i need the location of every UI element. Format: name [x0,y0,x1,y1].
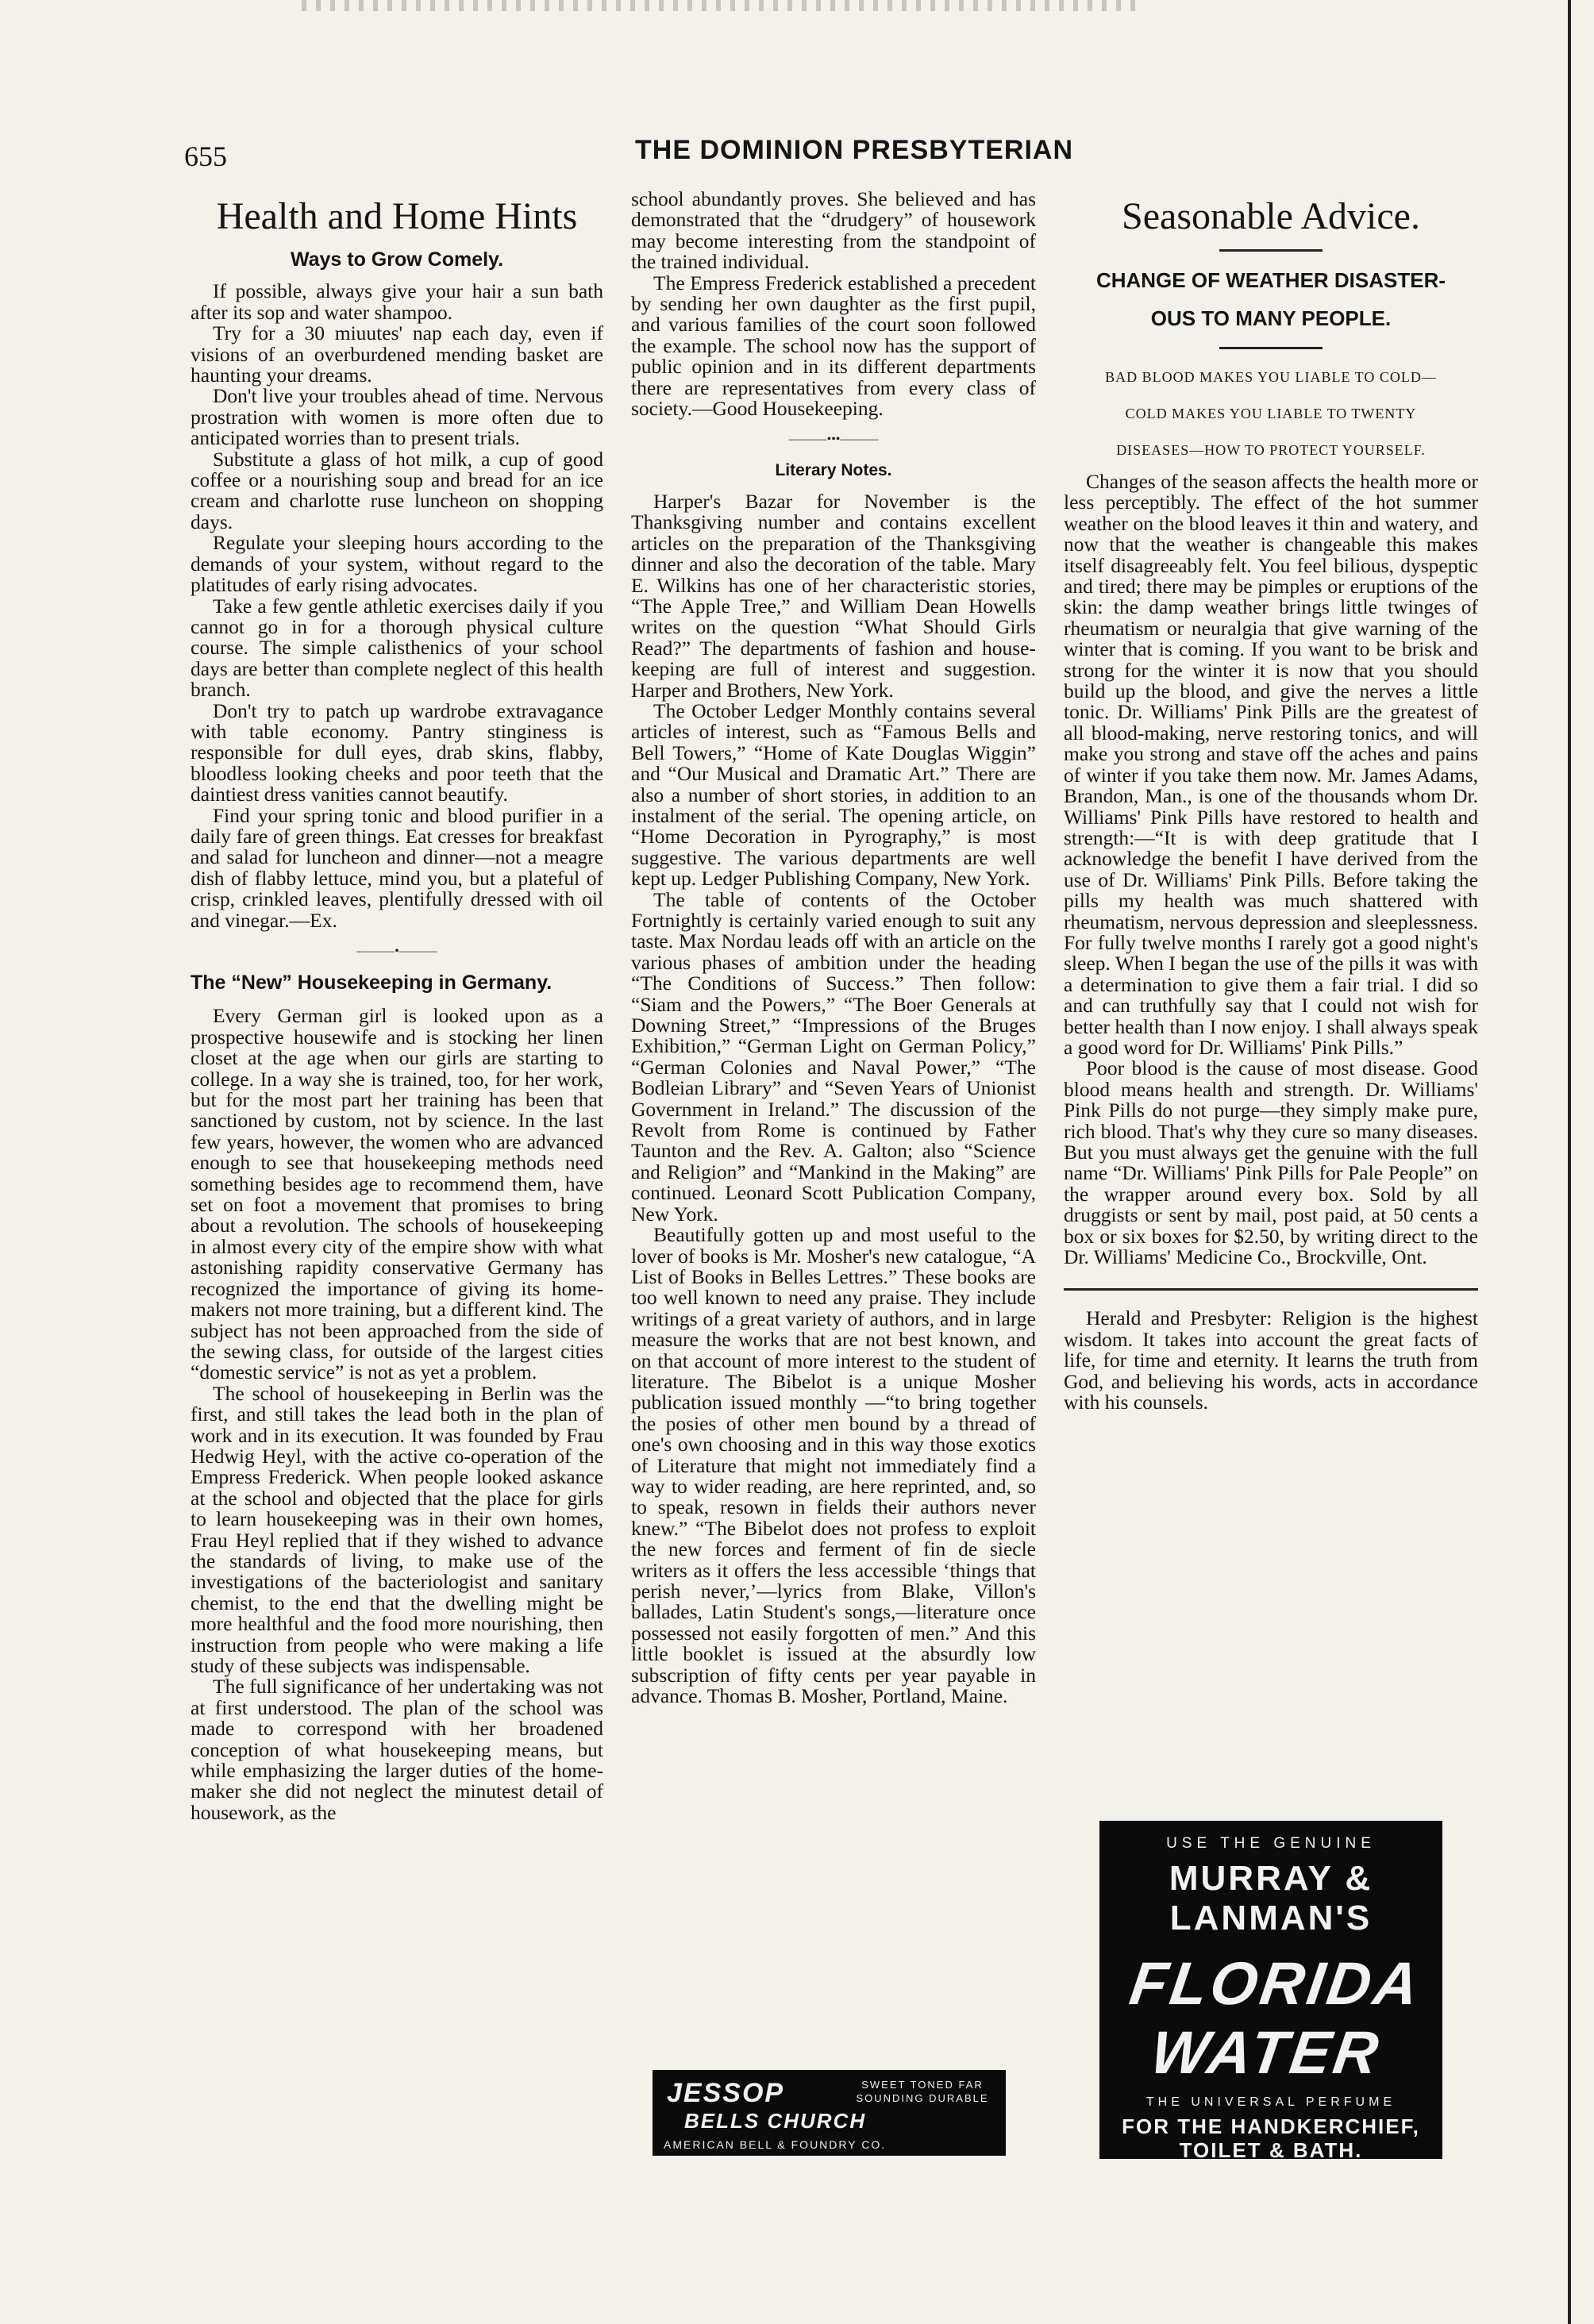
paragraph: Poor blood is the cause of most disease. Good blood means health and strength. Dr. Williams' Pink Pills do not purge—they simply make pure, rich blood. That's why they cure so many diseases. But you must always get the genuine with the full name “Dr. Williams' Pink Pills for Pale People” on the wrapper around every box. Sold by all druggists or sent by mail, post paid, at 50 cents a box or six boxes for $2.50, by writing direct to the Dr. Williams' Medicine Co., Brockville, Ont. [1064,1056,1478,1269]
column-health-home-hints [191,189,603,1823]
divider-rule [1064,1288,1478,1291]
subhead-line: BAD BLOOD MAKES YOU LIABLE TO COLD— [1105,369,1437,385]
ad-brand-line: LANMAN'S [1169,1899,1373,1937]
headline-rule [1219,347,1323,349]
ad-bells-bottom: AMERICAN BELL & FOUNDRY CO. [664,2138,887,2151]
article-title-seasonable-advice: Seasonable Advice. [1122,195,1420,237]
paragraph: The Empress Frederick established a precedent by sending her own daughter as the first pupil, and various families of the court soon followed the example. The school now has the support of public opinion and in its different departments there are representatives from every class of society.—Good Housekeeping. [631,271,1036,421]
paragraph: The October Ledger Monthly contains several articles of interest, such as “Famous Bells and Bell Towers,” “Home of Kate Douglas Wiggin” and “Our Musical and Dramatic Art.” There are also a number of short stories, in addition to an instalment of the serial. The opening article, on “Home Decoration in Pyrography,” is most suggestive. The various departments are well kept up. Ledger Publishing Company, New York. [631,698,1036,891]
advertisement-jessop-bells [653,2070,1006,2156]
paragraph: Don't live your troubles ahead of time. Nervous prostration with women is more often due to anticipated worries than to present trials. [191,384,603,450]
article-title-health-home-hints: Health and Home Hints [216,195,578,237]
title-rule [1219,249,1323,252]
section-divider-ornament: ———•••——— [788,433,879,447]
paragraph: Harper's Bazar for November is the Thanksgiving number and contains excellent articles on the preparation of the Thanksgiving dinner and also the decoration of the table. Mary E. Wilkins has one of her characteristic stories, “The Apple Tree,” and William Dean Howells writes on the question “What Should Girls Read?” The departments of fashion and house-keeping are full of interest and suggestion. Harper and Brothers, New York. [631,489,1036,702]
headline-line: CHANGE OF WEATHER DISASTER- [1095,268,1446,292]
advertisement-florida-water [1099,1821,1442,2182]
ad-bells-side-text: SWEET TONED FAR SOUNDING DURABLE [856,2079,989,2104]
ad-product-name: FLORIDA WATER [1126,1950,1426,2087]
journal-title: THE DOMINION PRESBYTERIAN [635,135,1074,165]
ad-uses [1099,2114,1442,2162]
ad-bells-name: JESSOP [667,2078,785,2108]
paragraph: Beautifully gotten up and most useful to the lover of books is Mr. Mosher's new catalogue, “A List of Books in Belles Lettres.” These books are too well known to need any praise. They include writings of a great variety of authors, and in large measure the works that are not best known, and on that account of more interest to the student of literature. The Bibelot is a unique Mosher publication issued monthly —“to bring together the posies of other men bound by a thread of one's own choosing and in this way those exotics of Literature that might not immediately find a way to wider reading, are here reprinted, and, so to speak, resown in fields their authors never knew.” “The Bibelot does not profess to exploit the new forces and ferment of fin de siecle writers as it offers the less accessible ‘things that perish never,’—lyrics from Blake, Villon's ballades, Latin Student's songs,—literature once possessed not easily forgotten of men.” And this little booklet is issued at the absurdly low subscription of fifty cents per year payable in advance. Thomas B. Mosher, Portland, Maine. [631,1223,1036,1708]
paragraph: Changes of the season affects the health more or less perceptibly. The effect of the hot summer weather on the blood leaves it thin and watery, and now that the weather is changeable this makes itself disagreeably felt. You feel bilious, dyspeptic and tired; there may be pimples or eruptions of the skin: the damp weather brings little twinges of rheumatism or neuralgia that give warning of the winter that is coming. If you want to be brisk and strong for the winter it is now that you should build up the blood, and give the nerves a little tonic. Dr. Williams' Pink Pills are the greatest of all blood-making, nerve restoring tonics, and will make you strong and stave off the aches and pains of winter if you take them now. Mr. James Adams, Brandon, Man., is one of the thousands whom Dr. Williams' Pink Pills have restored to health and strength:—“It is with deep gratitude that I acknowledge the benefit I have derived from the use of Dr. Williams' Pink Pills. Before taking the pills my health was much shattered with rheumatism, nervous depression and sleeplessness. For fully twelve months I rarely got a good night's sleep. When I began the use of the pills it was with a determination to give them a fair trial. I did so and can truthfully say that I could not wish for better health than I now enjoy. I shall always speak a good word for Dr. Williams' Pink Pills.” [1064,470,1478,1059]
paragraph: Try for a 30 miuutes' nap each day, even if visions of an overburdened mending basket are haunting your dreams. [191,321,603,387]
subhead [1064,359,1478,468]
headline [1064,261,1478,337]
section-divider-ornament: ———•——— [356,945,437,958]
ad-brand [1099,1859,1442,1938]
paragraph: The school of housekeeping in Berlin was the first, and still takes the lead both in the plan of work and in its execution. It was founded by Frau Hedwig Heyl, with the active co-operation of the Empress Frederick. When people looked askance at the school and objected that the place for girls to learn housekeeping was in their own homes, Frau Heyl replied that if they wished to advance the standards of living, to make use of the investigations of the bacteriologist and sanitary chemist, to the end that the dwelling might be more healthful and the food more nourishing, then instruction from people who were making a life study of these subjects was indispensable. [191,1381,603,1677]
paragraph: If possible, always give your hair a sun bath after its sop and water shampoo. [191,279,603,324]
column-seasonable-advice [1064,189,1478,1413]
ad-for-line: FOR THE HANDKERCHIEF, [1122,2114,1420,2138]
headline-line: OUS TO MANY PEOPLE. [1150,306,1392,330]
paragraph: Every German girl is looked upon as a prospective housewife and is stocking her linen closet at the age when our girls are starting to college. In a way she is trained, too, for her work, but for the most part her training has been that sanctioned by custom, not by science. In the last few years, however, the women who are advanced enough to see that housekeeping methods need something besides age to recommend them, have set on foot a movement that promises to bring about a revolution. The schools of housekeeping in almost every city of the empire show with what astonishing rapidity conservative Germany has recognized the importance of giving its home-makers not more training, but a different kind. The subject has not been approached from the side of the sewing class, for outside of the largest cities “domestic service” is not as yet a problem. [191,1004,603,1384]
ad-top-line: USE THE GENUINE [1166,1835,1376,1852]
subhead-line: COLD MAKES YOU LIABLE TO TWENTY [1125,406,1417,421]
paragraph: Take a few gentle athletic exercises daily if you cannot go in for a thorough physical culture course. The simple calisthenics of your school days are better than complete neglect of this health branch. [191,594,603,702]
paragraph: Find your spring tonic and blood purifier in a daily fare of green things. Eat cresses for breakfast and salad for luncheon and dinner—not a meagre dish of flabby lettuce, mind you, but a plateful of crisp, crinkled leaves, plentifully dressed with oil and vinegar.—Ex. [191,803,603,932]
subtitle-ways-to-grow-comely: Ways to Grow Comely. [290,248,504,271]
paragraph: Don't try to patch up wardrobe extravagance with table economy. Pantry stinginess is responsible for dull eyes, drab skins, flabby, bloodless looking cheeks and poor teeth that the daintiest dress vanities cannot beautify. [191,698,603,806]
quote-herald-presbyter: Herald and Presbyter: Religion is the highest wisdom. It takes into account the great facts of life, for time and eternity. It learns the truth from God, and believing his words, acts in accordance with his counsels. [1064,1306,1478,1414]
page-border-rule [1568,0,1571,2324]
paragraph: Regulate your sleeping hours according to the demands of your system, without regard to the platitudes of early rising advocates. [191,531,603,597]
section-title-new-housekeeping: The “New” Housekeeping in Germany. [191,972,553,994]
ad-brand-line: MURRAY & [1169,1859,1373,1898]
ad-bells-line2: BELLS CHURCH [684,2109,867,2133]
section-title-literary-notes: Literary Notes. [775,461,892,480]
subhead-line: DISEASES—HOW TO PROTECT YOURSELF. [1116,442,1426,458]
page-number: 655 [184,140,227,172]
paragraph: Substitute a glass of hot milk, a cup of good coffee or a nourishing soup and bread for an ice cream and charlotte ruse luncheon on shopping days. [191,447,603,533]
paragraph: The table of contents of the October Fortnightly is certainly varied enough to suit any taste. Max Nordau leads off with an article on the various phases of ambition under the heading “The Conditions of Success.” Then follow: “Siam and the Powers,” “The Boer Generals at Downing Street,” “Impressions of the Bruges Exhibition,” “German Light on German Policy,” “German Colonies and Naval Power,” “The Bodleian Library” and “Seven Years of Unionist Government in Ireland.” The discussion of the Revolt from Rome is continued by Father Taunton and the Rev. A. Galton; also “Science and Religion” and “Mankind in the Making” are continued. Leonard Scott Publication Company, New York. [631,887,1036,1225]
ad-tagline: THE UNIVERSAL PERFUME [1145,2095,1396,2109]
ad-uses-line: TOILET & BATH. [1179,2138,1363,2162]
column-literary-notes [631,189,1036,1706]
scan-edge-marks [302,0,1143,11]
ad-warning: REFUSE ALL SUBSTITUTES [1134,2168,1407,2182]
paragraph-continued: school abundantly proves. She believed and has demonstrated that the “drudgery” of housework may become interesting from the standpoint of the trained individual. [631,187,1036,274]
paragraph: The full significance of her undertaking was not at first understood. The plan of the school was made to correspond with her broadened conception of what housekeeping means, but while emphasizing the larger duties of the home-maker she did not neglect the minutest detail of housework, as the [191,1675,603,1824]
